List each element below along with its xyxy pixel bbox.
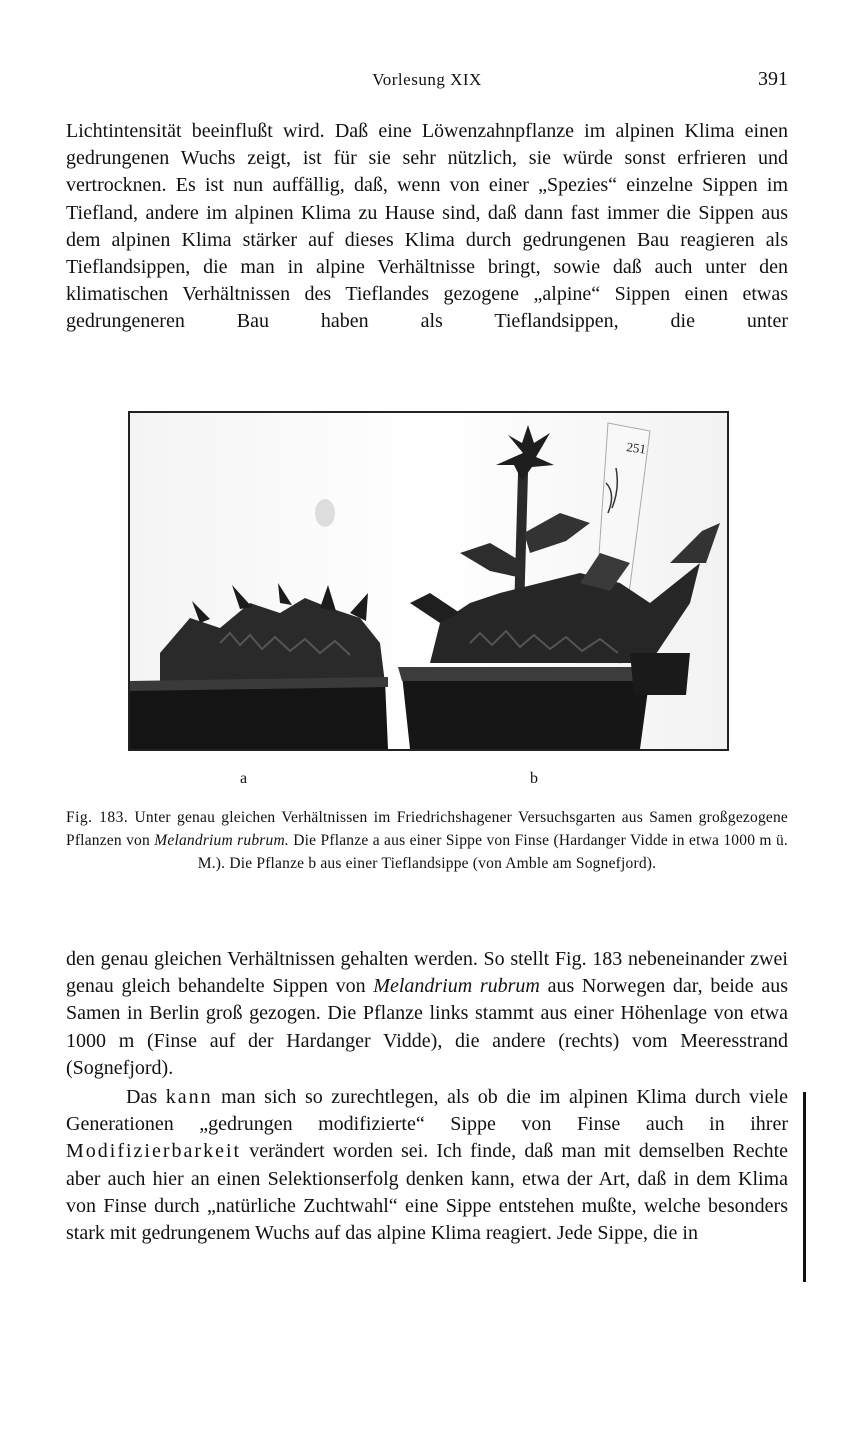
figure-label-a: a bbox=[240, 770, 248, 787]
pot-a bbox=[130, 681, 388, 749]
caption-text-1: Unter genau gleichen Verhältnissen im Friedrichshagener Versuchsgarten aus Samen großgezogene Pflanzen von bbox=[66, 809, 788, 849]
paragraph-1: Lichtintensität beeinflußt wird. Daß eine Löwenzahnpflanze im alpinen Klima einen gedrungenen Wuchs zeigt, ist für sie sehr nützlich, sie würde sonst erfrieren und vertrocknen. Es ist nun auffällig, daß, wenn von einer „Spezies“ einzelne Sippen im Tiefland, andere im alpinen Klima zu Hause sind, daß dann fast immer die Sippen aus dem alpinen Klima stärker auf dieses Klima durch gedrungenen Bau reagieren als Tieflandsippen, die man in alpine Verhältnisse bringt, sowie daß auch unter den klimatischen Verhältnissen des Tieflandes gezogene „alpine“ Sippen einen etwas gedrungeneren Bau haben als Tieflandsippen, die unter bbox=[66, 120, 788, 333]
page-number: 391 bbox=[758, 68, 788, 90]
caption-species: Melandrium rubrum. bbox=[154, 832, 289, 849]
paragraph-3-spaced-2: Modifizierbarkeit bbox=[66, 1140, 242, 1163]
running-title: Vorlesung XIX bbox=[372, 70, 482, 89]
paragraph-2-species: Melandrium rubrum bbox=[373, 975, 540, 998]
figure-label-b: b bbox=[530, 770, 538, 787]
pot-b bbox=[402, 675, 650, 749]
paragraph-2-text-1: den genau gleichen Verhältnissen gehalten werden. So stellt Fig. 183 nebeneinander zwei genau gleich behandelte Sippen von bbox=[66, 948, 788, 998]
margin-rule bbox=[803, 1092, 806, 1282]
running-head bbox=[66, 66, 788, 96]
caption-figure-number: Fig. 183. bbox=[66, 809, 129, 826]
figure-183-photo bbox=[128, 411, 729, 751]
paragraph-2 bbox=[66, 946, 788, 1082]
paragraph-3-spaced-1: kann bbox=[165, 1086, 213, 1108]
paragraph-3-text-2: man sich so zurechtlegen, als ob die im alpinen Klima durch viele Generationen „gedrungen modifizierte“ Sippe von Finse auch in ihrer bbox=[66, 1086, 789, 1136]
figure-caption bbox=[66, 806, 788, 875]
tag-number: 251 bbox=[625, 439, 647, 457]
paragraph-3-text-3: verändert worden sei. Ich finde, daß man mit demselben Rechte aber auch hier an einen Selektionserfolg denken kann, etwa der Art, daß in dem Klima von Finse durch „natürliche Zuchtwahl“ eine Sippe entstehen mußte, welche besonders stark mit gedrungenem Wuchs auf das alpine Klima reagiert. Jede Sippe, die in bbox=[66, 1140, 788, 1245]
plant-photograph bbox=[130, 413, 727, 749]
caption-text-2: Die Pflanze a aus einer Sippe von Finse (Hardanger Vidde in etwa 1000 m ü. M.). Die Pflanze b aus einer Tieflandsippe (von Amble am Sognefjord). bbox=[197, 832, 788, 872]
paragraph-3-text-1: Das bbox=[126, 1086, 158, 1108]
paragraph-2-text-2: aus Norwegen dar, beide aus Samen in Berlin groß gezogen. Die Pflanze links stammt aus einer Höhenlage von etwa 1000 m (Finse auf der Hardanger Vidde), die andere (rechts) vom Meeresstrand (Sognefjord). bbox=[66, 975, 789, 1079]
paragraph-3 bbox=[66, 1084, 788, 1247]
